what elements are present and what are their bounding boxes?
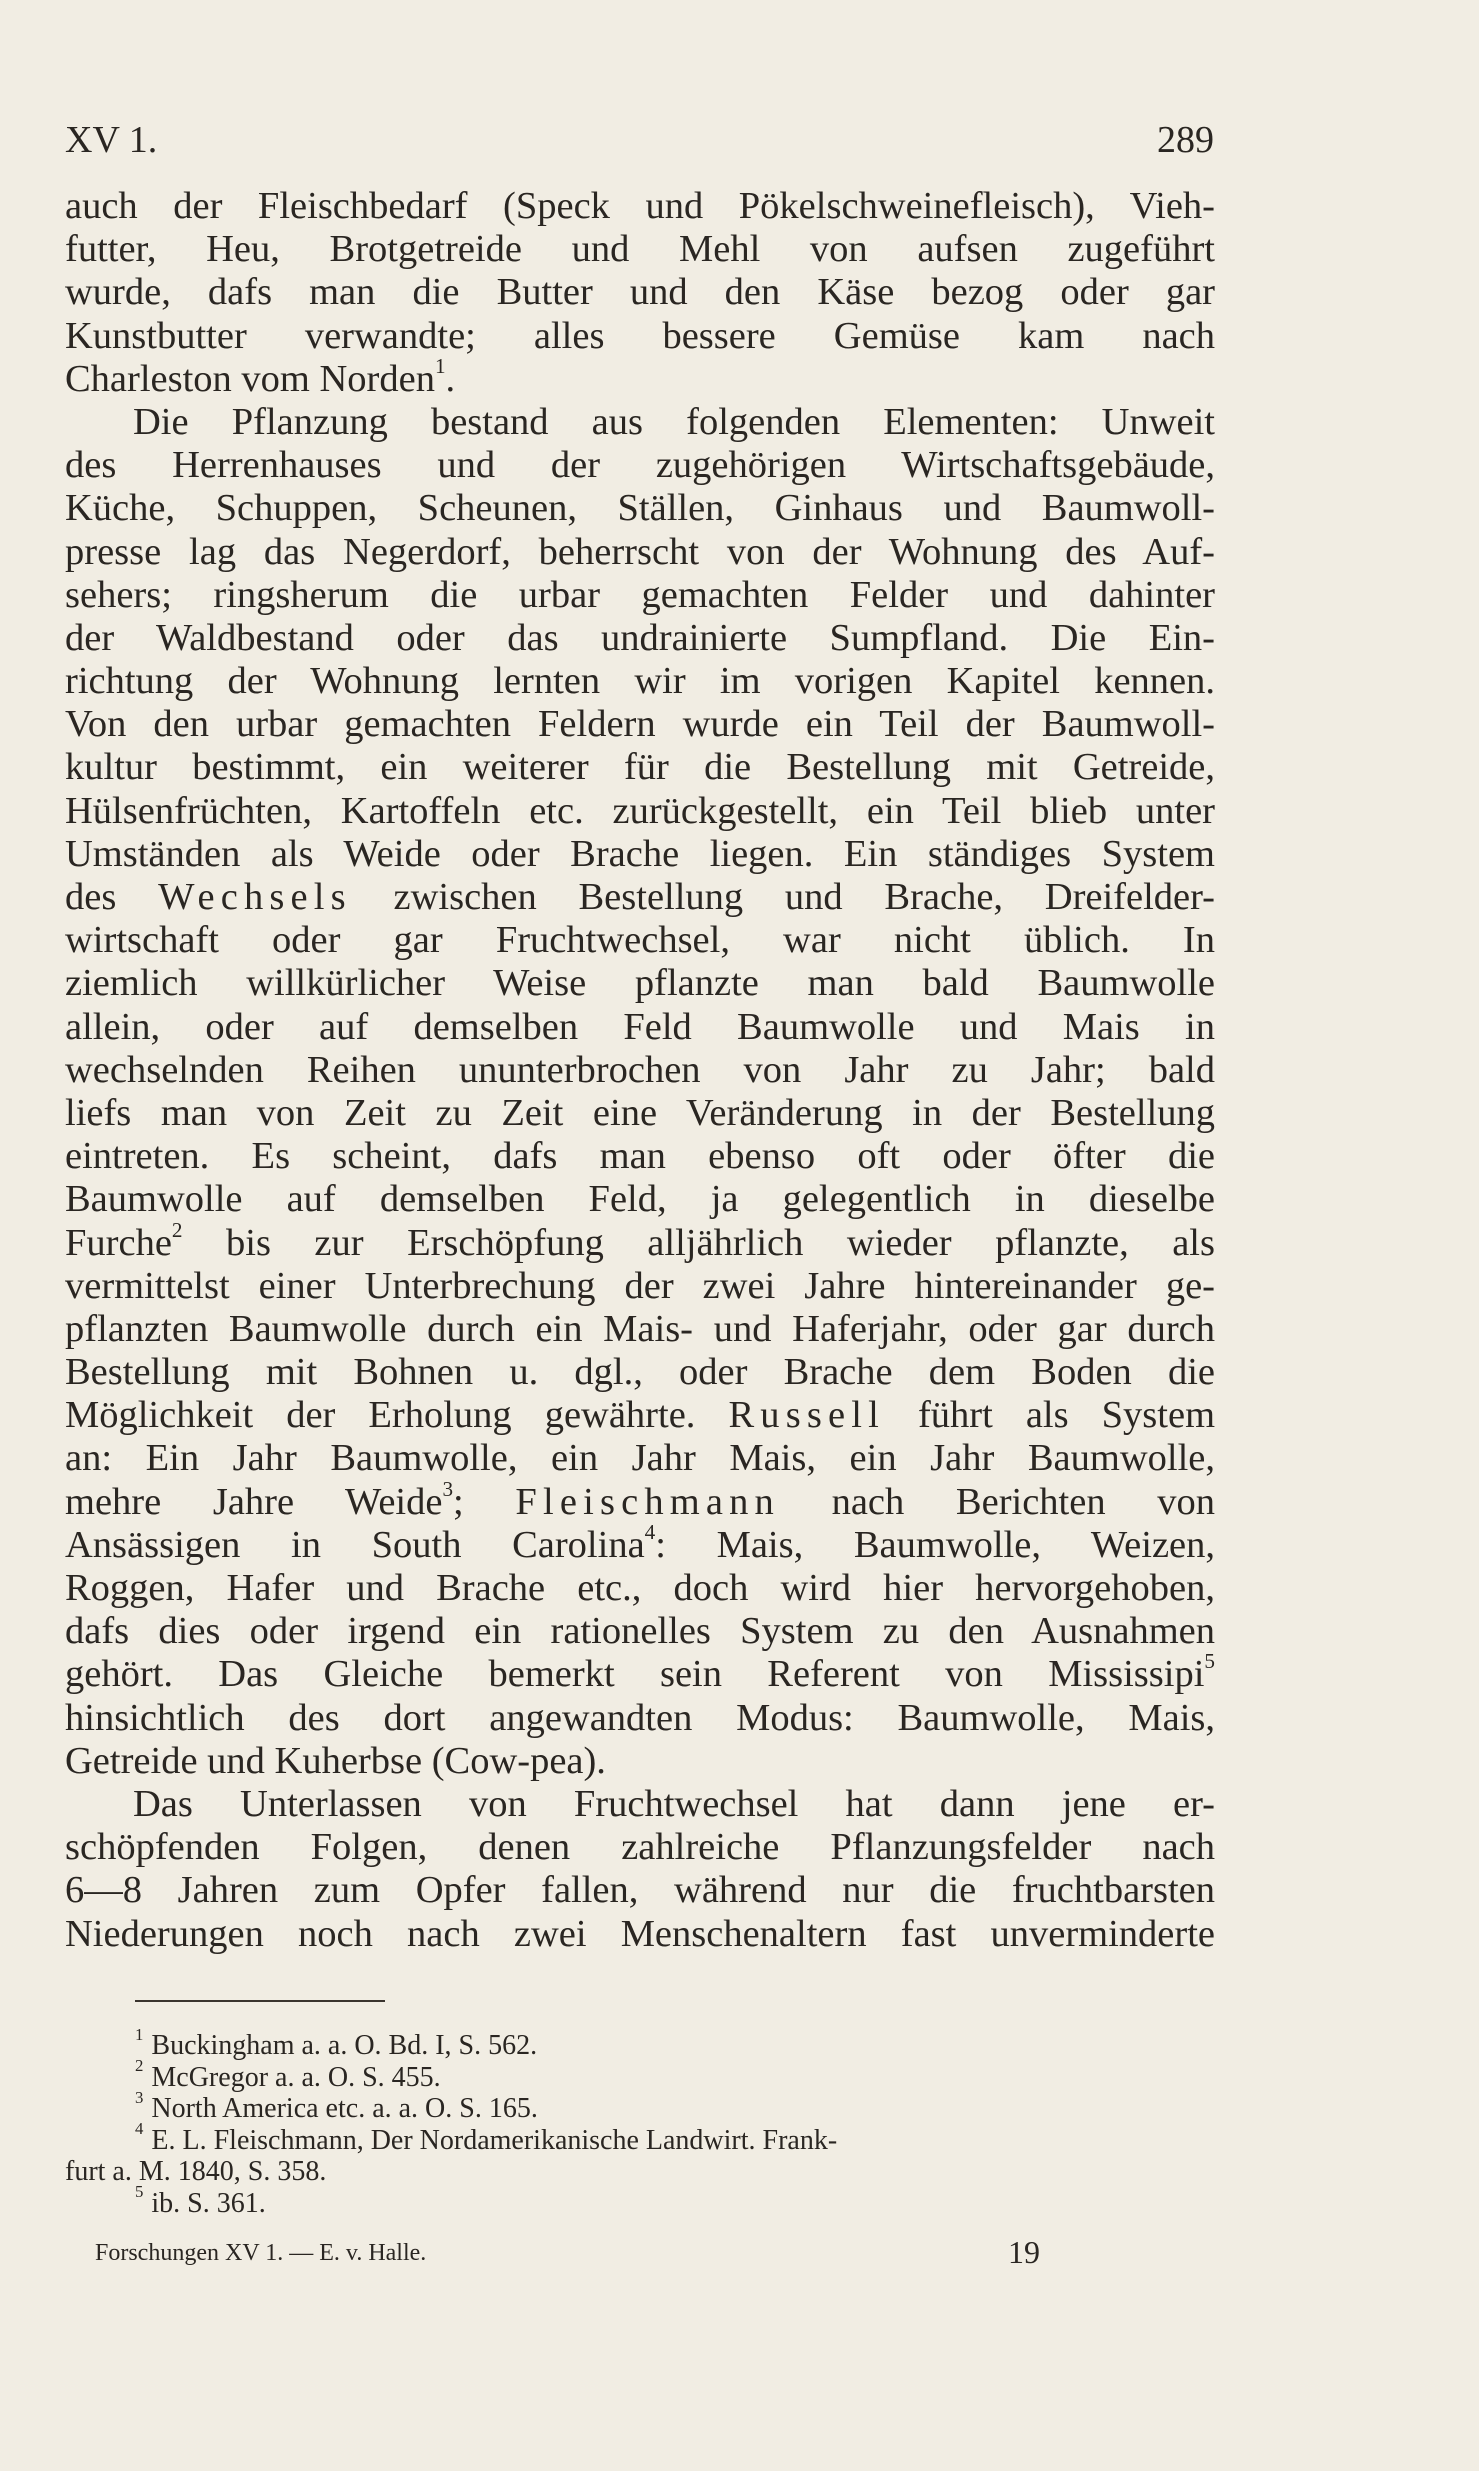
text-line: wirtschaft oder gar Fruchtwechsel, war nicht üblich. In bbox=[65, 919, 1215, 962]
text-line: wurde, dafs man die Butter und den Käse bezog oder gar bbox=[65, 271, 1215, 314]
text-line: des Herrenhauses und der zugehörigen Wirtschaftsgebäude, bbox=[65, 444, 1215, 487]
body-text bbox=[65, 185, 1215, 1956]
volume-label: XV 1. bbox=[65, 119, 158, 161]
footnote-text: E. L. Fleischmann, Der Nordamerikanische Landwirt. Frank- bbox=[151, 2124, 838, 2156]
text-line: ziemlich willkürlicher Weise pflanzte man bald Baumwolle bbox=[65, 962, 1215, 1005]
text-line: presse lag das Negerdorf, beherrscht von der Wohnung des Auf- bbox=[65, 530, 1215, 573]
footnote-number: 5 bbox=[135, 2182, 144, 2202]
footnote-divider bbox=[135, 2000, 385, 2002]
text-line: wechselnden Reihen ununterbrochen von Jahr zu Jahr; bald bbox=[65, 1048, 1215, 1091]
text-fragment: zwischen Bestellung und Brache, Dreifelder- bbox=[393, 876, 1215, 918]
text-line bbox=[65, 1519, 1216, 1567]
text-fragment: führt als System bbox=[917, 1394, 1216, 1437]
footnote-ref: 3 bbox=[442, 1476, 454, 1501]
text-line: dafs dies oder irgend ein rationelles System zu den Ausnahmen bbox=[65, 1610, 1215, 1653]
footnote-ref: 5 bbox=[1204, 1649, 1215, 1674]
text-line: schöpfenden Folgen, denen zahlreiche Pflanzungsfelder nach bbox=[65, 1826, 1215, 1869]
footnote bbox=[65, 2119, 1215, 2157]
text-line bbox=[65, 1649, 1215, 1696]
text-fragment: nach Berichten von bbox=[831, 1480, 1216, 1523]
text-fragment: bis zur Erschöpfung alljährlich wieder pflanzte, als bbox=[226, 1221, 1215, 1264]
footnote-ref: 2 bbox=[171, 1217, 183, 1242]
text-fragment: mehre Jahre Weide bbox=[65, 1480, 443, 1523]
footnote-number: 2 bbox=[135, 2056, 144, 2076]
emphasized-name: Russell bbox=[728, 1394, 885, 1437]
text-fragment: Furche bbox=[65, 1221, 172, 1264]
text-line: kultur bestimmt, ein weiterer für die Bestellung mit Getreide, bbox=[65, 746, 1215, 789]
text-line: allein, oder auf demselben Feld Baumwolle und Mais in bbox=[65, 1005, 1215, 1048]
text-line: pflanzten Baumwolle durch ein Mais- und Haferjahr, oder gar durch bbox=[65, 1307, 1215, 1350]
signature-number: 19 bbox=[1008, 2234, 1040, 2270]
text-line: sehers; ringsherum die urbar gemachten Felder und dahinter bbox=[65, 573, 1215, 616]
running-header bbox=[65, 118, 1214, 168]
footnote-text: Buckingham a. a. O. Bd. I, S. 562. bbox=[151, 2030, 538, 2061]
text-line: Kunstbutter verwandte; alles bessere Gemüse kam nach bbox=[65, 314, 1215, 357]
text-line: eintreten. Es scheint, dafs man ebenso oft oder öfter die bbox=[65, 1135, 1215, 1178]
footnote-number: 1 bbox=[135, 2024, 144, 2044]
text-line: Hülsenfrüchten, Kartoffeln etc. zurückgestellt, ein Teil blieb unter bbox=[65, 789, 1215, 832]
text-line bbox=[65, 1394, 1215, 1437]
text-line: Die Pflanzung bestand aus folgenden Elementen: Unweit bbox=[133, 400, 1215, 443]
text-fragment: Möglichkeit der Erholung gewährte. bbox=[65, 1394, 696, 1437]
text-line: Das Unterlassen von Fruchtwechsel hat dann jene er- bbox=[133, 1782, 1215, 1825]
text-line: Bestellung mit Bohnen u. dgl., oder Brache dem Boden die bbox=[65, 1351, 1215, 1394]
signature-text: Forschungen XV 1. — E. v. Halle. bbox=[95, 2240, 427, 2266]
text-line bbox=[65, 876, 1215, 919]
text-line: richtung der Wohnung lernten wir im vorigen Kapitel kennen. bbox=[65, 660, 1215, 703]
text-fragment: Charleston vom Norden bbox=[65, 357, 435, 400]
text-line bbox=[65, 1217, 1215, 1265]
text-line: Getreide und Kuherbse (Cow-pea). bbox=[65, 1739, 606, 1782]
text-fragment: Ansässigen in South Carolina bbox=[65, 1523, 645, 1566]
emphasized-word: Wechsels bbox=[158, 876, 352, 918]
text-line: Baumwolle auf demselben Feld, ja gelegentlich in dieselbe bbox=[65, 1178, 1215, 1221]
text-line: Küche, Schuppen, Scheunen, Ställen, Ginhaus und Baumwoll- bbox=[65, 487, 1215, 530]
footnotes bbox=[65, 2024, 1215, 2219]
text-fragment: gehört. Das Gleiche bemerkt sein Referent von Mississipi bbox=[65, 1653, 1205, 1696]
text-line: der Waldbestand oder das undrainierte Sumpfland. Die Ein- bbox=[65, 616, 1215, 659]
text-line: liefs man von Zeit zu Zeit eine Veränderung in der Bestellung bbox=[65, 1091, 1215, 1134]
footnote bbox=[65, 2087, 1215, 2125]
text-line: futter, Heu, Brotgetreide und Mehl von aufsen zugeführt bbox=[65, 228, 1215, 271]
text-fragment: des bbox=[65, 876, 117, 918]
footnote-text: North America etc. a. a. O. S. 165. bbox=[151, 2093, 538, 2124]
emphasized-name: Fleischmann bbox=[515, 1480, 780, 1523]
text-line: Von den urbar gemachten Feldern wurde ein Teil der Baumwoll- bbox=[65, 703, 1215, 746]
text-line: an: Ein Jahr Baumwolle, ein Jahr Mais, ein Jahr Baumwolle, bbox=[65, 1437, 1215, 1480]
text-fragment: : Mais, Baumwolle, Weizen, bbox=[655, 1523, 1216, 1566]
footnote bbox=[65, 2024, 1215, 2062]
text-line: Umständen als Weide oder Brache liegen. Ein ständiges System bbox=[65, 832, 1215, 875]
page-number: 289 bbox=[1157, 119, 1214, 161]
footnote-number: 3 bbox=[135, 2087, 144, 2107]
text-line bbox=[65, 1476, 1216, 1524]
text-line: 6—8 Jahren zum Opfer fallen, während nur die fruchtbarsten bbox=[65, 1869, 1215, 1912]
text-line: Charleston vom Norden$^1$. bbox=[65, 353, 456, 400]
text-line: auch der Fleischbedarf (Speck und Pökelschweinefleisch), Vieh- bbox=[65, 185, 1215, 227]
footnote-text: McGregor a. a. O. S. 455. bbox=[151, 2061, 441, 2093]
footnote-continuation: furt a. M. 1840, S. 358. bbox=[65, 2156, 327, 2187]
footnote-number: 4 bbox=[135, 2119, 144, 2139]
footnote-text: ib. S. 361. bbox=[151, 2187, 266, 2219]
footnote bbox=[65, 2056, 1215, 2094]
text-line: hinsichtlich des dort angewandten Modus: Baumwolle, Mais, bbox=[65, 1696, 1215, 1739]
text-fragment: ; bbox=[453, 1480, 464, 1523]
text-line: Roggen, Hafer und Brache etc., doch wird hier hervorgehoben, bbox=[65, 1567, 1215, 1609]
footnote-ref: 1 bbox=[434, 353, 446, 378]
text-line: vermittelst einer Unterbrechung der zwei Jahre hintereinander ge- bbox=[65, 1264, 1215, 1307]
text-line: Niederungen noch nach zwei Menschenaltern fast unverminderte bbox=[65, 1912, 1215, 1955]
footnote-ref: 4 bbox=[644, 1519, 656, 1544]
footnote bbox=[65, 2182, 1215, 2220]
